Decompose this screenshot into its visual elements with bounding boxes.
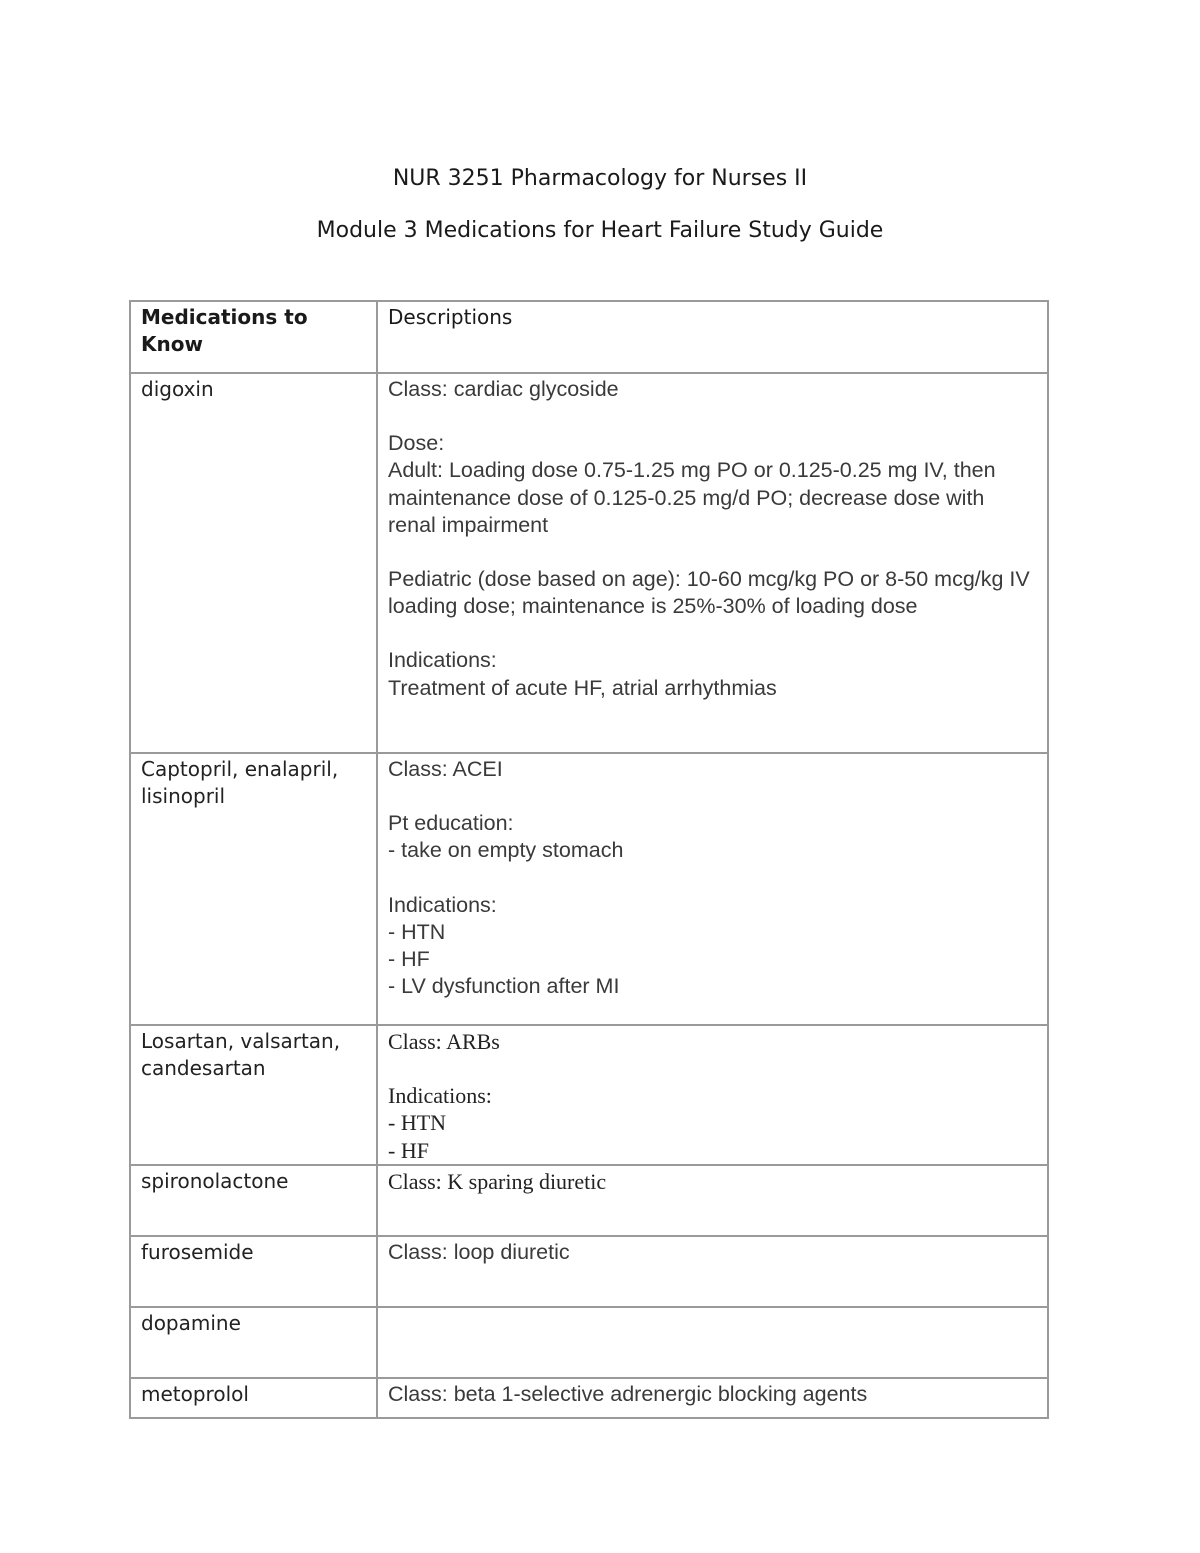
description-line: - LV dysfunction after MI <box>388 974 620 999</box>
description-line: Indications: <box>388 1083 492 1109</box>
course-title: NUR 3251 Pharmacology for Nurses II <box>392 166 808 191</box>
description-line: Class: beta 1-selective adrenergic blocking agents <box>388 1381 868 1406</box>
medication-name: Captopril, enalapril, lisinopril <box>130 753 377 1025</box>
medication-name: spironolactone <box>130 1165 377 1236</box>
medication-name: metoprolol <box>130 1378 377 1418</box>
table-row <box>130 1025 1048 1165</box>
description-line: Class: ACEI <box>388 757 503 781</box>
description-line: Indications: <box>388 648 497 673</box>
table-row <box>130 1378 1048 1418</box>
medication-description <box>377 373 1048 753</box>
module-title: Module 3 Medications for Heart Failure Study Guide <box>316 218 884 243</box>
medication-description <box>377 753 1048 1025</box>
description-line: Indications: <box>388 892 497 917</box>
description-line: - HTN <box>388 919 446 944</box>
description-line: - HF <box>388 947 430 972</box>
description-line: - take on empty stomach <box>388 838 624 863</box>
table-header-row <box>130 301 1048 373</box>
medication-description <box>377 1025 1048 1165</box>
description-line: Class: cardiac glycoside <box>388 377 619 401</box>
medications-table <box>129 300 1049 1419</box>
medication-description <box>377 1165 1048 1236</box>
medication-name: dopamine <box>130 1307 377 1378</box>
medication-name: furosemide <box>130 1236 377 1307</box>
description-line: Adult: Loading dose 0.75-1.25 mg PO or 0.125-0.25 mg IV, then maintenance dose of 0.125-0.25 mg/d PO; decrease dose with renal impairment <box>388 458 996 537</box>
description-line: Class: loop diuretic <box>388 1239 570 1264</box>
description-line: Dose: <box>388 431 445 456</box>
table-row <box>130 1236 1048 1307</box>
column-header-descriptions: Descriptions <box>377 301 1048 373</box>
table-row <box>130 373 1048 753</box>
description-line: Treatment of acute HF, atrial arrhythmias <box>388 675 777 700</box>
medication-name: digoxin <box>130 373 377 753</box>
medication-description <box>377 1236 1048 1307</box>
description-line: - HF <box>388 1137 429 1163</box>
column-header-medications: Medications to Know <box>130 301 377 373</box>
medication-description <box>377 1307 1048 1378</box>
description-line: Class: K sparing diuretic <box>388 1168 607 1194</box>
medication-description <box>377 1378 1048 1418</box>
table-row <box>130 753 1048 1025</box>
medication-name: Losartan, valsartan, candesartan <box>130 1025 377 1165</box>
description-line: Pt education: <box>388 811 514 836</box>
description-line: Class: ARBs <box>388 1029 500 1054</box>
table-row <box>130 1307 1048 1378</box>
description-line: - HTN <box>388 1110 447 1136</box>
description-line: Pediatric (dose based on age): 10-60 mcg/kg PO or 8-50 mcg/kg IV loading dose; maintenance is 25%-30% of loading dose <box>388 567 1030 619</box>
table-row <box>130 1165 1048 1236</box>
